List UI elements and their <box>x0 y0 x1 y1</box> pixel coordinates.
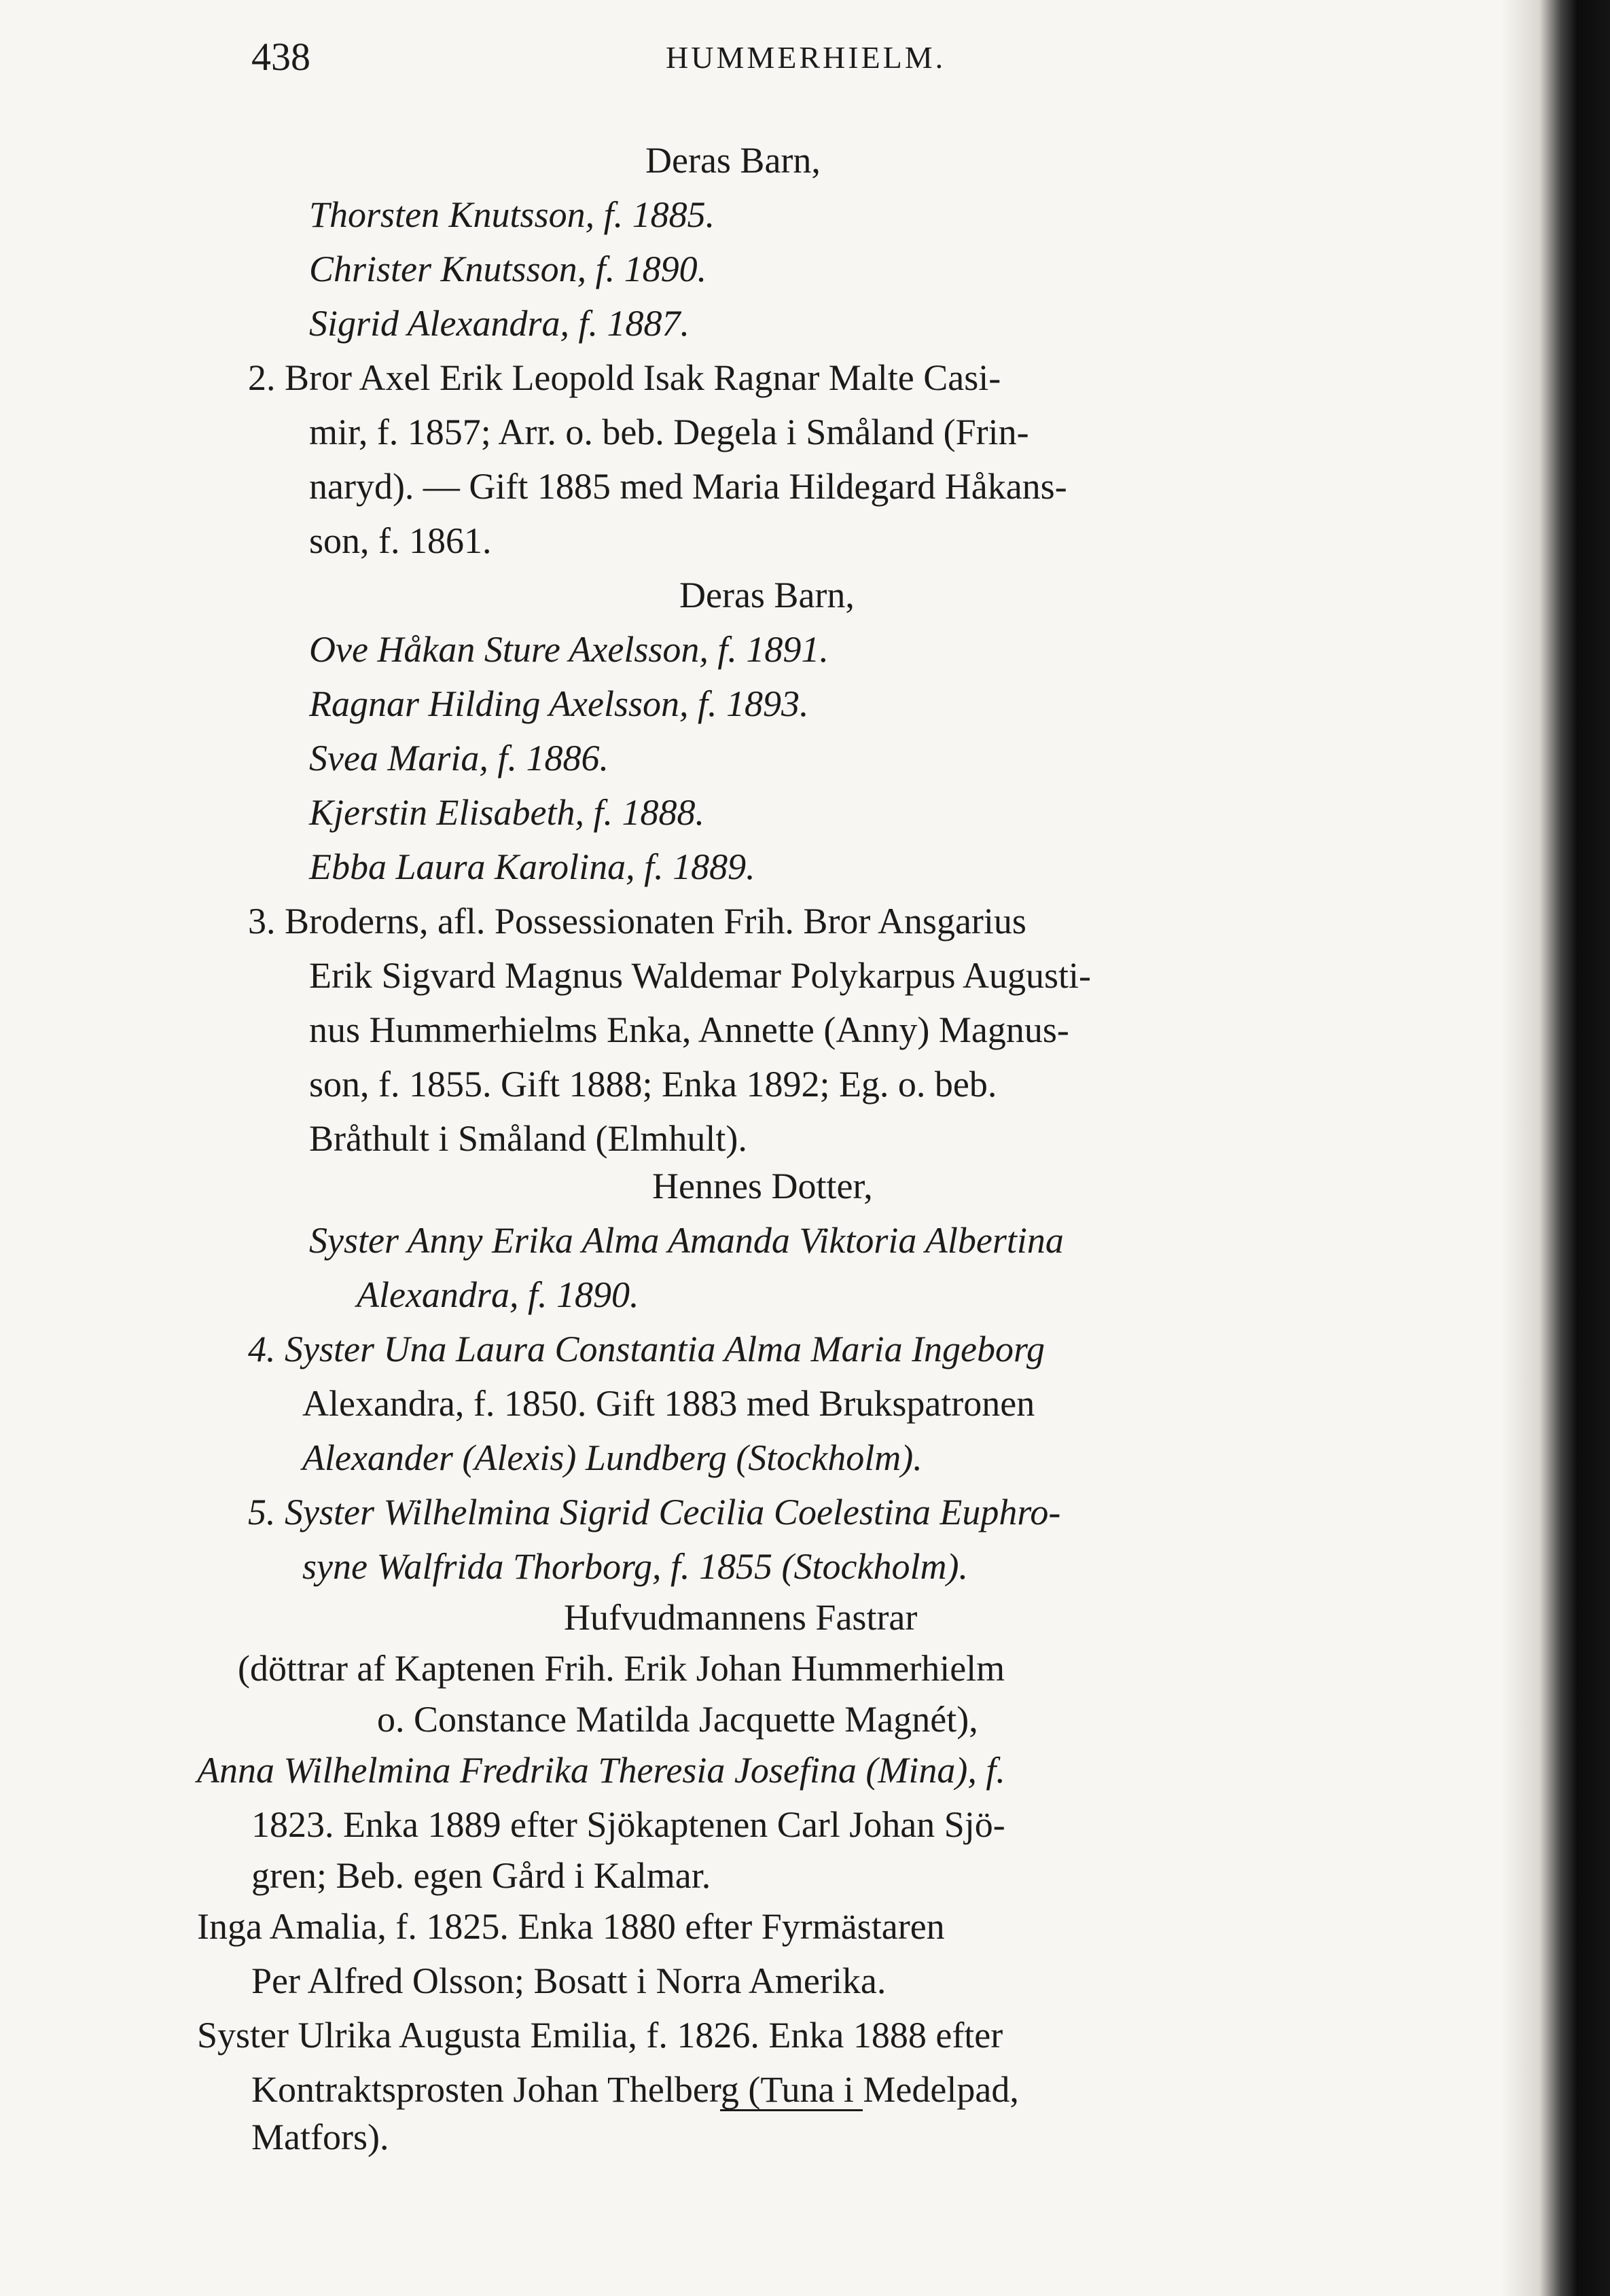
text-line: Per Alfred Olsson; Bosatt i Norra Amerika. <box>251 1960 887 2001</box>
text-line: o. Constance Matilda Jacquette Magnét), <box>377 1699 978 1740</box>
text-line: Inga Amalia, f. 1825. Enka 1880 efter Fyrmästaren <box>197 1906 945 1947</box>
subheading: Hennes Dotter, <box>652 1166 873 1206</box>
text-line: Thorsten Knutsson, f. 1885. <box>309 194 715 235</box>
text-line: Ragnar Hilding Axelsson, f. 1893. <box>309 683 809 724</box>
text-line: Alexander (Alexis) Lundberg (Stockholm). <box>302 1437 923 1478</box>
text-line: son, f. 1855. Gift 1888; Enka 1892; Eg. o. beb. <box>309 1064 997 1105</box>
text-line: 5. Syster Wilhelmina Sigrid Cecilia Coelestina Euphro- <box>248 1492 1061 1532</box>
text-line: Ove Håkan Sture Axelsson, f. 1891. <box>309 629 829 670</box>
text-line: Alexandra, f. 1850. Gift 1883 med Brukspatronen <box>302 1383 1035 1424</box>
text-line: 1823. Enka 1889 efter Sjökaptenen Carl Johan Sjö- <box>251 1804 1005 1845</box>
text-line: 2. Bror Axel Erik Leopold Isak Ragnar Malte Casi- <box>248 357 1001 398</box>
text-line: Ebba Laura Karolina, f. 1889. <box>309 846 755 887</box>
text-line: Kontraktsprosten Johan Thelberg (Tuna i Medelpad, <box>251 2069 1019 2110</box>
text-line: Bråthult i Småland (Elmhult). <box>309 1118 747 1159</box>
text-line: Kjerstin Elisabeth, f. 1888. <box>309 792 705 833</box>
page-header <box>251 34 965 102</box>
text-line: son, f. 1861. <box>309 520 492 561</box>
text-line: Anna Wilhelmina Fredrika Theresia Josefina (Mina), f. <box>197 1750 1005 1791</box>
text-line: (döttrar af Kaptenen Frih. Erik Johan Hummerhielm <box>238 1648 1005 1689</box>
text-line: Matfors). <box>251 2117 389 2157</box>
subheading: Hufvudmannens Fastrar <box>564 1597 918 1638</box>
text-line: 3. Broderns, afl. Possessionaten Frih. Bror Ansgarius <box>248 901 1026 941</box>
text-line: Alexandra, f. 1890. <box>357 1274 639 1315</box>
page-number: 438 <box>251 35 310 79</box>
running-title: HUMMERHIELM. <box>666 40 946 75</box>
text-line: Christer Knutsson, f. 1890. <box>309 249 707 289</box>
text-line: syne Walfrida Thorborg, f. 1855 (Stockholm). <box>302 1546 968 1587</box>
book-spine-shadow <box>1501 0 1610 2296</box>
text-line: naryd). — Gift 1885 med Maria Hildegard Håkans- <box>309 466 1067 507</box>
text-line: Syster Anny Erika Alma Amanda Viktoria Albertina <box>309 1220 1064 1261</box>
text-line: Syster Ulrika Augusta Emilia, f. 1826. Enka 1888 efter <box>197 2015 1003 2056</box>
text-line: Erik Sigvard Magnus Waldemar Polykarpus Augusti- <box>309 955 1092 996</box>
text-line: nus Hummerhielms Enka, Annette (Anny) Magnus- <box>309 1009 1069 1050</box>
text-line: Svea Maria, f. 1886. <box>309 738 609 778</box>
text-line: gren; Beb. egen Gård i Kalmar. <box>251 1855 711 1896</box>
section-end-rule <box>720 2109 863 2111</box>
text-line: 4. Syster Una Laura Constantia Alma Maria Ingeborg <box>248 1329 1045 1369</box>
text-line: mir, f. 1857; Arr. o. beb. Degela i Småland (Frin- <box>309 412 1029 452</box>
text-line: Sigrid Alexandra, f. 1887. <box>309 303 690 344</box>
subheading: Deras Barn, <box>679 575 855 615</box>
subheading: Deras Barn, <box>645 140 821 181</box>
